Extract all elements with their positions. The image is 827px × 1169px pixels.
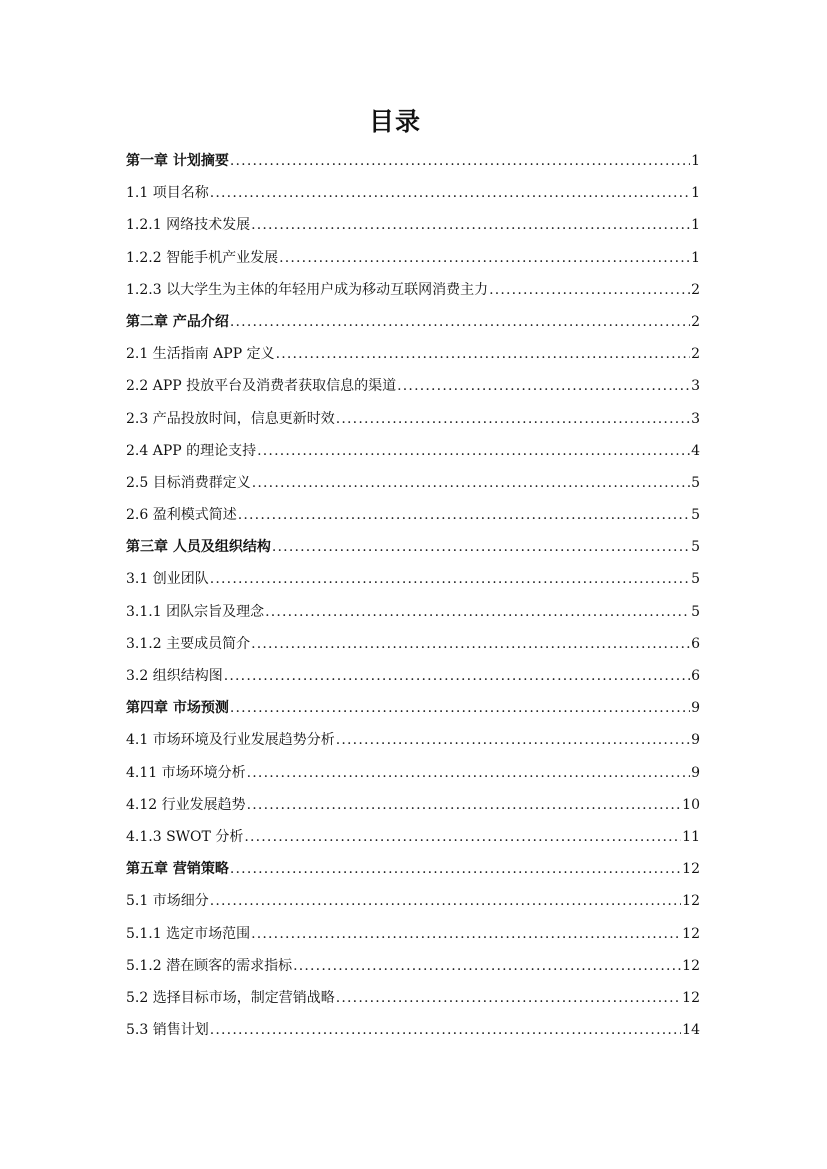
toc-dot-leader <box>244 821 681 853</box>
toc-dot-leader <box>210 563 690 595</box>
toc-dot-leader <box>265 596 690 628</box>
toc-dot-leader <box>336 982 681 1014</box>
toc-dot-leader <box>251 918 681 950</box>
toc-section-entry[interactable] <box>126 370 700 402</box>
toc-page-number: 12 <box>682 861 700 878</box>
toc-dot-leader <box>293 950 681 982</box>
toc-dot-leader <box>336 724 690 756</box>
toc-chapter-entry[interactable] <box>126 853 700 885</box>
toc-page-number: 2 <box>691 281 700 298</box>
toc-entry-title: 1.1 项目名称 <box>126 185 209 202</box>
toc-section-entry[interactable] <box>126 499 700 531</box>
toc-entry-title: 5.2 选择目标市场，制定营销战略 <box>126 989 335 1006</box>
toc-page-number: 5 <box>691 507 700 524</box>
toc-section-entry[interactable] <box>126 885 700 917</box>
toc-entry-title: 2.4 APP 的理论支持 <box>126 442 257 459</box>
toc-dot-leader <box>210 885 681 917</box>
toc-page-number: 3 <box>691 378 700 395</box>
toc-dot-leader <box>224 660 690 692</box>
toc-page-number: 11 <box>682 828 700 845</box>
toc-section-entry[interactable] <box>126 950 700 982</box>
toc-dot-leader <box>251 209 690 241</box>
toc-dot-leader <box>276 338 691 370</box>
toc-page-number: 3 <box>691 410 700 427</box>
toc-section-entry[interactable] <box>126 918 700 950</box>
toc-page-number: 9 <box>691 700 700 717</box>
toc-section-entry[interactable] <box>126 628 700 660</box>
toc-dot-leader <box>489 274 690 306</box>
toc-page-number: 2 <box>691 346 700 363</box>
toc-page-number: 1 <box>691 153 700 169</box>
toc-dot-leader <box>257 435 690 467</box>
toc-page-number: 1 <box>691 217 700 234</box>
toc-section-entry[interactable] <box>126 757 700 789</box>
toc-page-number: 9 <box>691 764 700 781</box>
toc-page-number: 4 <box>691 442 700 459</box>
toc-entry-title: 第五章 营销策略 <box>126 861 229 878</box>
toc-section-entry[interactable] <box>126 274 700 306</box>
toc-entry-title: 第二章 产品介绍 <box>126 313 229 330</box>
toc-entry-title: 2.6 盈利模式简述 <box>126 507 237 524</box>
toc-entry-title: 5.1.2 潜在顾客的需求指标 <box>126 957 293 974</box>
toc-page-number: 12 <box>682 989 700 1006</box>
toc-entry-title: 3.1 创业团队 <box>126 571 209 588</box>
toc-page-number: 6 <box>691 635 700 652</box>
toc-entry-title: 4.1.3 SWOT 分析 <box>126 828 244 845</box>
toc-section-entry[interactable] <box>126 982 700 1014</box>
toc-dot-leader <box>247 789 682 821</box>
toc-section-entry[interactable] <box>126 338 700 370</box>
toc-entry-title: 第三章 人员及组织结构 <box>126 539 271 556</box>
toc-chapter-entry[interactable] <box>126 145 700 177</box>
toc-dot-leader <box>252 467 690 499</box>
toc-entry-title: 1.2.3 以大学生为主体的年轻用户成为移动互联网消费主力 <box>126 281 489 298</box>
toc-dot-leader <box>230 145 690 177</box>
toc-page-number: 1 <box>691 185 700 202</box>
toc-page-number: 5 <box>691 603 700 620</box>
toc-section-entry[interactable] <box>126 209 700 241</box>
toc-entry-title: 4.11 市场环境分析 <box>126 764 246 781</box>
toc-entry-title: 3.2 组织结构图 <box>126 668 223 684</box>
toc-dot-leader <box>247 757 690 789</box>
toc-entry-title: 第一章 计划摘要 <box>126 153 229 169</box>
toc-dot-leader <box>251 628 690 660</box>
toc-page-number: 12 <box>682 957 700 974</box>
toc-entry-title: 2.1 生活指南 APP 定义 <box>126 346 275 363</box>
toc-section-entry[interactable] <box>126 660 700 692</box>
toc-entry-title: 5.3 销售计划 <box>126 1022 209 1039</box>
toc-dot-leader <box>210 1014 681 1046</box>
toc-entry-title: 2.5 目标消费群定义 <box>126 474 251 491</box>
toc-section-entry[interactable] <box>126 242 700 274</box>
toc-dot-leader <box>336 403 690 435</box>
toc-section-entry[interactable] <box>126 789 700 821</box>
toc-page-number: 5 <box>691 474 700 491</box>
toc-chapter-entry[interactable] <box>126 531 700 563</box>
toc-dot-leader <box>397 370 690 402</box>
toc-entry-title: 1.2.2 智能手机产业发展 <box>126 249 279 266</box>
toc-dot-leader <box>230 692 690 724</box>
toc-page-number: 2 <box>691 313 700 330</box>
toc-dot-leader <box>210 177 690 209</box>
toc-entry-title: 5.1.1 选定市场范围 <box>126 925 251 942</box>
toc-dot-leader <box>230 306 690 338</box>
toc-entry-title: 第四章 市场预测 <box>126 700 229 717</box>
toc-section-entry[interactable] <box>126 435 700 467</box>
toc-entry-title: 1.2.1 网络技术发展 <box>126 217 251 234</box>
toc-page-number: 10 <box>682 796 700 813</box>
toc-page-number: 5 <box>691 539 700 556</box>
toc-page-number: 14 <box>682 1022 700 1039</box>
table-of-contents <box>126 145 700 1046</box>
toc-section-entry[interactable] <box>126 1014 700 1046</box>
toc-entry-title: 4.1 市场环境及行业发展趋势分析 <box>126 732 335 749</box>
toc-dot-leader <box>279 242 690 274</box>
toc-section-entry[interactable] <box>126 724 700 756</box>
toc-entry-title: 4.12 行业发展趋势 <box>126 796 246 813</box>
toc-section-entry[interactable] <box>126 403 700 435</box>
toc-section-entry[interactable] <box>126 177 700 209</box>
toc-page-number: 12 <box>682 925 700 942</box>
toc-chapter-entry[interactable] <box>126 306 700 338</box>
toc-page-number: 9 <box>691 732 700 749</box>
toc-entry-title: 2.3 产品投放时间，信息更新时效 <box>126 410 335 427</box>
toc-page-number: 5 <box>691 571 700 588</box>
toc-section-entry[interactable] <box>126 563 700 595</box>
toc-section-entry[interactable] <box>126 596 700 628</box>
toc-page-number: 12 <box>682 893 700 910</box>
page-title: 目录 <box>368 107 421 136</box>
toc-entry-title: 5.1 市场细分 <box>126 893 209 910</box>
toc-section-entry[interactable] <box>126 467 700 499</box>
toc-entry-title: 3.1.1 团队宗旨及理念 <box>126 603 265 620</box>
toc-dot-leader <box>272 531 690 563</box>
toc-section-entry[interactable] <box>126 821 700 853</box>
toc-entry-title: 3.1.2 主要成员简介 <box>126 635 251 652</box>
toc-page-number: 1 <box>691 249 700 266</box>
toc-dot-leader <box>238 499 690 531</box>
toc-entry-title: 2.2 APP 投放平台及消费者获取信息的渠道 <box>126 378 397 395</box>
toc-dot-leader <box>230 853 681 885</box>
toc-chapter-entry[interactable] <box>126 692 700 724</box>
toc-page-number: 6 <box>691 668 700 684</box>
